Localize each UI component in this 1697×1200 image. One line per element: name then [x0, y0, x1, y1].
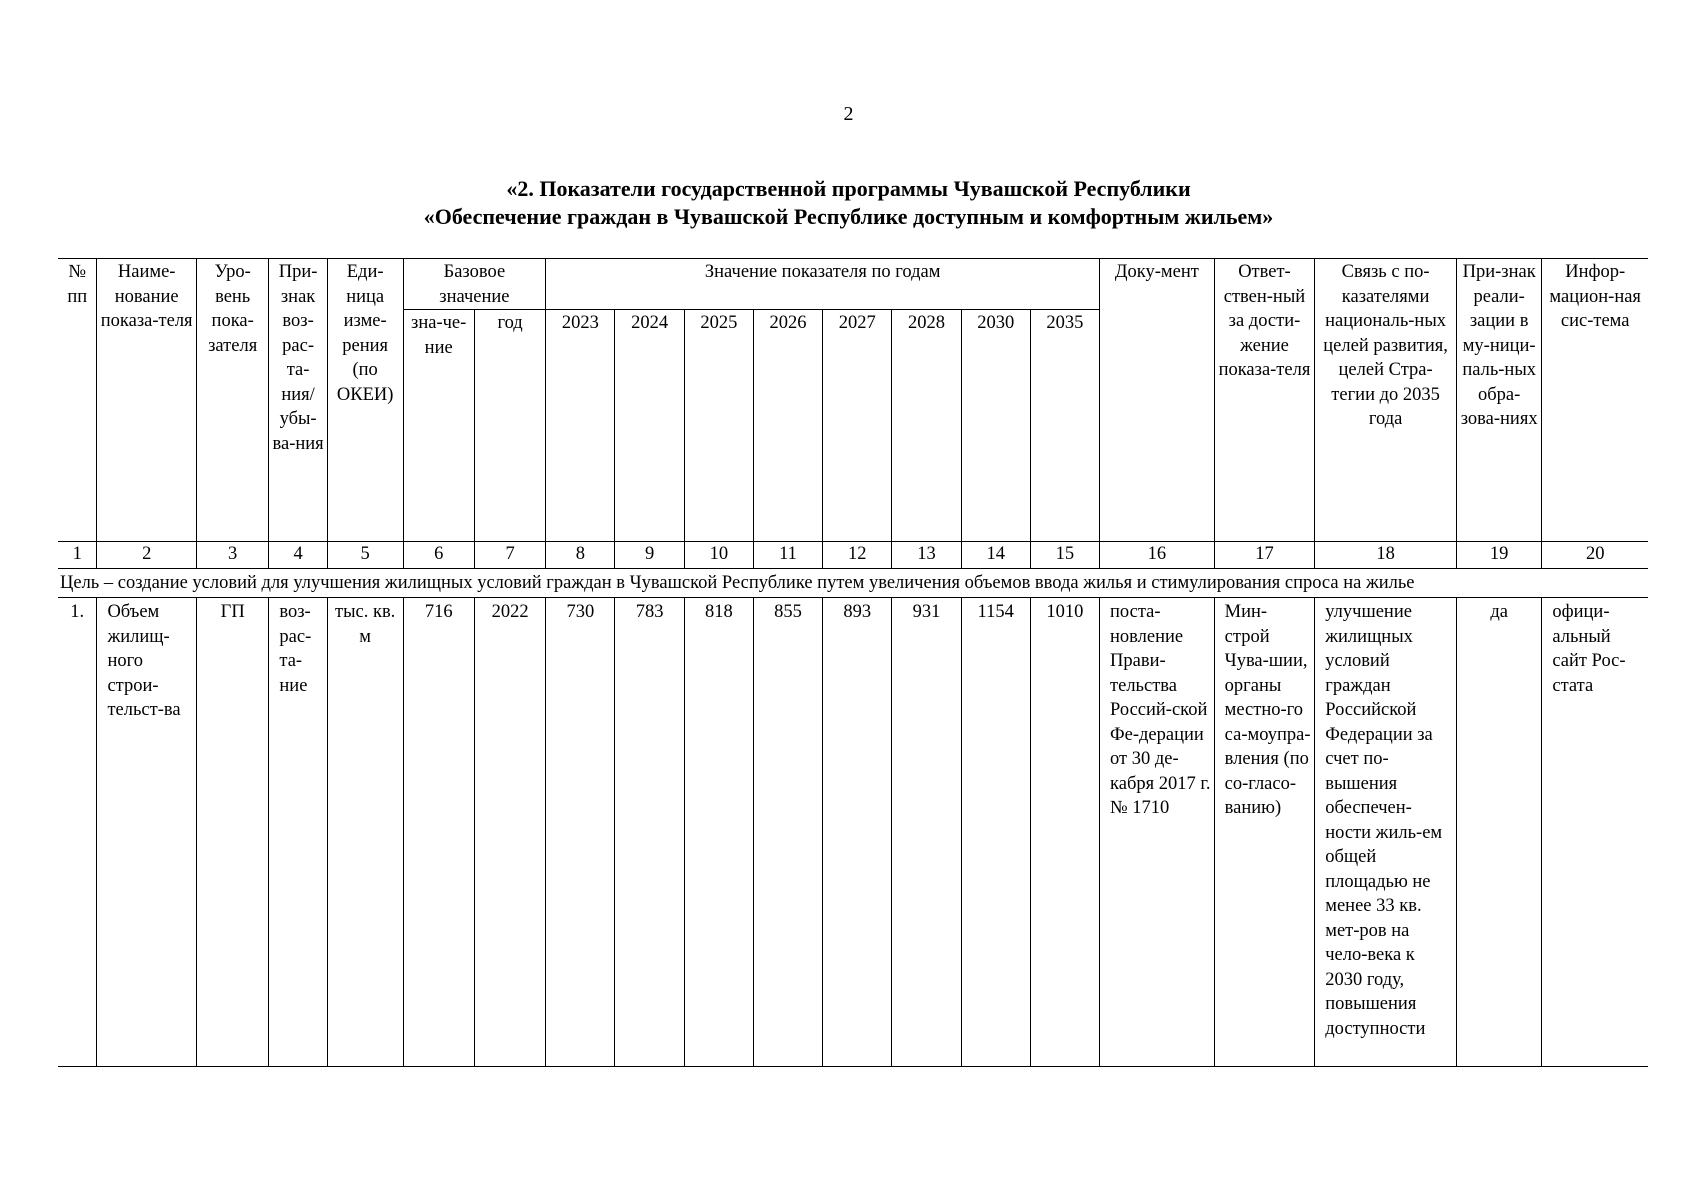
row-document: поста-новление Прави-тельства Россий-ской Фе-дерации от 30 де-кабря 2017 г. № 1710 — [1100, 598, 1215, 1067]
row-trend: воз-рас-та-ние — [269, 598, 327, 1067]
header-year: 2023 — [546, 310, 615, 542]
row-info-system: офици-альный сайт Рос-стата — [1542, 598, 1648, 1067]
row-national-goals-link: улучшение жилищных условий граждан Российской Федерации за счет по-вышения обеспечен-ности жиль-ем общей площадью не менее 33 кв. мет-ров на чело-века к 2030 году, повышения доступности — [1315, 598, 1457, 1067]
header-info-system: Инфор-мацион-ная сис-тема — [1542, 259, 1648, 542]
column-number: 11 — [753, 542, 822, 569]
column-number: 8 — [546, 542, 615, 569]
header-municipal-sign: При-знак реали-зации в му-ници-паль-ных обра-зова-ниях — [1456, 259, 1541, 542]
column-number: 12 — [823, 542, 892, 569]
row-base-year: 2022 — [474, 598, 545, 1067]
column-number: 7 — [474, 542, 545, 569]
row-value-2028: 931 — [892, 598, 961, 1067]
row-base-value: 716 — [403, 598, 474, 1067]
header-number: № пп — [58, 259, 97, 542]
column-numbers-row — [58, 542, 1648, 569]
header-base-year: год — [474, 310, 545, 542]
header-responsible: Ответ-ствен-ный за дости-жение показа-теля — [1214, 259, 1315, 542]
header-national-goals-link: Связь с по-казателями националь-ных целей развития, целей Стра-тегии до 2035 года — [1315, 259, 1457, 542]
page-number: 2 — [843, 103, 854, 125]
header-year: 2026 — [753, 310, 822, 542]
header-year: 2025 — [684, 310, 753, 542]
column-number: 9 — [615, 542, 684, 569]
header-indicator-level: Уро-вень пока-зателя — [196, 259, 268, 542]
header-indicator-name: Наиме-нование показа-теля — [97, 259, 197, 542]
column-number: 13 — [892, 542, 961, 569]
indicators-table — [58, 258, 1648, 1067]
header-year: 2024 — [615, 310, 684, 542]
header-base-value-group: Базовое значение — [403, 259, 546, 310]
row-value-2026: 855 — [753, 598, 822, 1067]
header-year: 2035 — [1030, 310, 1099, 542]
column-number: 16 — [1100, 542, 1215, 569]
header-base-value: зна-че-ние — [403, 310, 474, 542]
row-number: 1. — [58, 598, 97, 1067]
row-value-2030: 1154 — [961, 598, 1030, 1067]
column-number: 19 — [1456, 542, 1541, 569]
column-number: 20 — [1542, 542, 1648, 569]
row-indicator-level: ГП — [196, 598, 268, 1067]
title-line-2: «Обеспечение граждан в Чувашской Республике доступным и комфортным жильем» — [423, 204, 1274, 229]
column-number: 17 — [1214, 542, 1315, 569]
row-value-2023: 730 — [546, 598, 615, 1067]
row-indicator-name: Объем жилищ-ного строи-тельст-ва — [97, 598, 197, 1067]
row-value-2025: 818 — [684, 598, 753, 1067]
goal-row — [58, 569, 1648, 598]
column-number: 1 — [58, 542, 97, 569]
column-number: 10 — [684, 542, 753, 569]
column-number: 3 — [196, 542, 268, 569]
header-row — [58, 259, 1648, 310]
row-value-2027: 893 — [823, 598, 892, 1067]
column-number: 18 — [1315, 542, 1457, 569]
title-line-1: «2. Показатели государственной программы Чувашской Республики — [506, 176, 1191, 201]
row-value-2024: 783 — [615, 598, 684, 1067]
header-unit: Еди-ница изме-рения (по ОКЕИ) — [327, 259, 403, 542]
table-row — [58, 598, 1648, 1067]
document-title — [0, 175, 1697, 231]
row-value-2035: 1010 — [1030, 598, 1099, 1067]
goal-text: Цель – создание условий для улучшения жилищных условий граждан в Чувашской Республике путем увеличения объемов ввода жилья и стимулирования спроса на жилье — [60, 573, 1415, 593]
header-trend: При-знак воз-рас-та-ния/убы-ва-ния — [269, 259, 327, 542]
header-years-group: Значение показателя по годам — [546, 259, 1100, 310]
header-year: 2027 — [823, 310, 892, 542]
header-document: Доку-мент — [1100, 259, 1215, 542]
row-responsible: Мин-строй Чува-шии, органы местно-го са-моупра-вления (по со-гласо-ванию) — [1214, 598, 1315, 1067]
header-year: 2030 — [961, 310, 1030, 542]
row-municipal-sign: да — [1456, 598, 1541, 1067]
column-number: 4 — [269, 542, 327, 569]
column-number: 5 — [327, 542, 403, 569]
column-number: 15 — [1030, 542, 1099, 569]
column-number: 6 — [403, 542, 474, 569]
column-number: 14 — [961, 542, 1030, 569]
column-number: 2 — [97, 542, 197, 569]
header-year: 2028 — [892, 310, 961, 542]
row-unit: тыс. кв. м — [327, 598, 403, 1067]
